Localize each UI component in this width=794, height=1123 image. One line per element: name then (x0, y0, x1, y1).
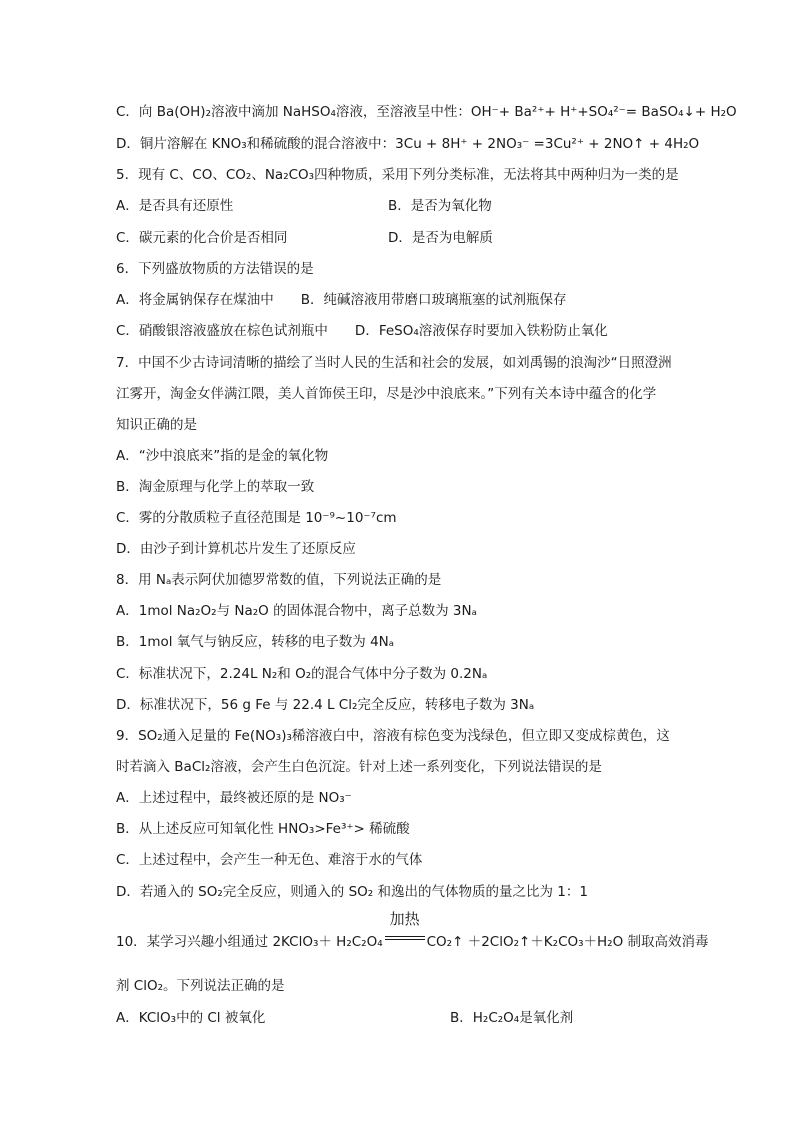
q9-option-b: B．从上述反应可知氧化性 HNO₃>Fe³⁺> 稀硫酸 (116, 821, 410, 837)
q7-option-b: B．淘金原理与化学上的萃取一致 (116, 479, 315, 495)
q7-option-d: D．由沙子到计算机芯片发生了还原反应 (116, 541, 356, 557)
q7-stem-line3: 知识正确的是 (116, 417, 197, 433)
q9-stem-line2: 时若滴入 BaCl₂溶液，会产生白色沉淀。针对上述一系列变化，下列说法错误的是 (116, 759, 602, 775)
q10-option-a: A．KClO₃中的 Cl 被氧化 (116, 1010, 266, 1026)
q5-option-d: D．是否为电解质 (388, 230, 493, 246)
q7-option-c: C．雾的分散质粒子直径范围是 10⁻⁹~10⁻⁷cm (116, 510, 397, 526)
q10-option-b: B．H₂C₂O₄是氧化剂 (450, 1010, 574, 1026)
q6-options-cd: C．硝酸银溶液盛放在棕色试剂瓶中 D．FeSO₄溶液保存时要加入铁粉防止氧化 (116, 323, 608, 339)
reaction-arrow-icon (383, 910, 427, 950)
q8-option-d: D．标准状况下，56 g Fe 与 22.4 L Cl₂完全反应，转移电子数为 3Nₐ (116, 697, 535, 713)
q10-products: CO₂↑ ＋2ClO₂↑＋K₂CO₃＋H₂O 制取高效消毒 (426, 934, 709, 950)
q7-option-a: A．“沙中浪底来”指的是金的氧化物 (116, 448, 329, 464)
q7-stem-line2: 江雾开，淘金女伴满江隈，美人首饰侯王印，尽是沙中浪底来。”下列有关本诗中蕴含的化学 (116, 386, 657, 402)
q8-stem: 8．用 Nₐ表示阿伏加德罗常数的值，下列说法正确的是 (116, 572, 442, 588)
q6-stem: 6．下列盛放物质的方法错误的是 (116, 261, 314, 277)
q8-option-c: C．标准状况下，2.24L N₂和 O₂的混合气体中分子数为 0.2Nₐ (116, 666, 488, 682)
q6-options-ab: A．将金属钠保存在煤油中 B．纯碱溶液用带磨口玻璃瓶塞的试剂瓶保存 (116, 292, 567, 308)
q7-stem-line1: 7．中国不少古诗词清晰的描绘了当时人民的生活和社会的发展，如刘禹锡的浪淘沙“日照澄洲 (116, 355, 672, 371)
q5-option-b: B．是否为氧化物 (388, 198, 492, 214)
q5-option-a: A．是否具有还原性 (116, 198, 234, 214)
q9-option-a: A．上述过程中，最终被还原的是 NO₃⁻ (116, 790, 352, 806)
q8-option-a: A．1mol Na₂O₂与 Na₂O 的固体混合物中，离子总数为 3Nₐ (116, 603, 477, 619)
q4-option-d: D．铜片溶解在 KNO₃和稀硫酸的混合溶液中：3Cu + 8H⁺ + 2NO₃⁻ =3Cu²⁺ + 2NO↑ + 4H₂O (116, 136, 700, 152)
double-line (385, 936, 425, 940)
q9-option-d: D．若通入的 SO₂完全反应，则通入的 SO₂ 和逸出的气体物质的量之比为 1：1 (116, 884, 588, 900)
q10-reaction-line (116, 910, 709, 970)
q5-option-c: C．碳元素的化合价是否相同 (116, 230, 288, 246)
q10-stem-line2: 剂 ClO₂。下列说法正确的是 (116, 978, 285, 994)
q4-option-c: C．向 Ba(OH)₂溶液中滴加 NaHSO₄溶液，至溶液呈中性：OH⁻+ Ba²⁺+ H⁺+SO₄²⁻= BaSO₄↓+ H₂O (116, 104, 737, 120)
q8-option-b: B．1mol 氧气与钠反应，转移的电子数为 4Nₐ (116, 634, 395, 650)
q10-reactants: 10．某学习兴趣小组通过 2KClO₃＋ H₂C₂O₄ (116, 934, 383, 950)
q9-option-c: C．上述过程中，会产生一种无色、难溶于水的气体 (116, 852, 423, 868)
q9-stem-line1: 9．SO₂通入足量的 Fe(NO₃)₃稀溶液白中，溶液有棕色变为浅绿色，但立即又变成棕黄色，这 (116, 728, 670, 744)
reaction-condition: 加热 (389, 910, 420, 928)
q5-stem: 5．现有 C、CO、CO₂、Na₂CO₃四种物质，采用下列分类标准，无法将其中两种归为一类的是 (116, 167, 679, 183)
